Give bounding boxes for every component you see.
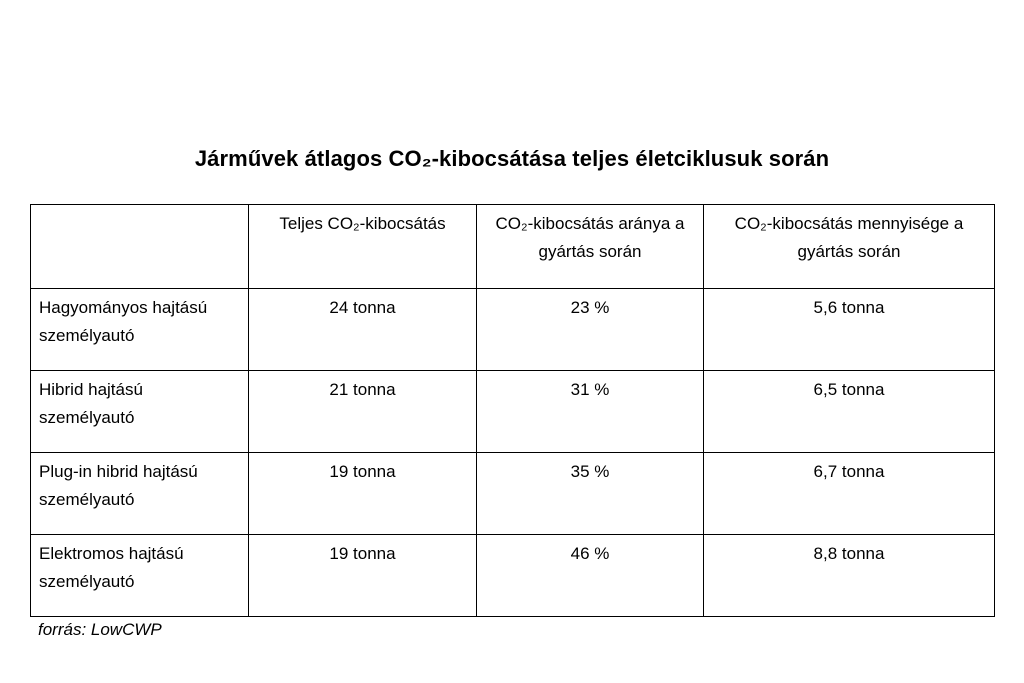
table-header-row — [31, 205, 995, 289]
header-cell-production-amount: CO₂-kibocsátás mennyisége a gyártás során — [704, 205, 995, 289]
header-cell-total-emission: Teljes CO₂-kibocsátás — [249, 205, 477, 289]
production-ratio-cell: 23 % — [477, 289, 704, 371]
production-amount-cell: 8,8 tonna — [704, 535, 995, 617]
total-emission-cell: 19 tonna — [249, 535, 477, 617]
header-cell-production-ratio: CO₂-kibocsátás aránya a gyártás során — [477, 205, 704, 289]
total-emission-cell: 24 tonna — [249, 289, 477, 371]
total-emission-cell: 19 tonna — [249, 453, 477, 535]
production-amount-cell: 6,5 tonna — [704, 371, 995, 453]
production-amount-cell: 5,6 tonna — [704, 289, 995, 371]
row-label: Hagyományos hajtású személyautó — [31, 289, 249, 371]
table-row — [31, 453, 995, 535]
row-label: Elektromos hajtású személyautó — [31, 535, 249, 617]
page-title: Járművek átlagos CO₂-kibocsátása teljes életciklusuk során — [194, 146, 830, 171]
row-label: Plug-in hibrid hajtású személyautó — [31, 453, 249, 535]
table-row — [31, 535, 995, 617]
table-row — [31, 289, 995, 371]
emissions-table — [30, 204, 995, 617]
production-ratio-cell: 46 % — [477, 535, 704, 617]
production-amount-cell: 6,7 tonna — [704, 453, 995, 535]
row-label: Hibrid hajtású személyautó — [31, 371, 249, 453]
table-row — [31, 371, 995, 453]
total-emission-cell: 21 tonna — [249, 371, 477, 453]
source-note: forrás: LowCWP — [38, 620, 162, 639]
header-cell-empty — [31, 205, 249, 289]
production-ratio-cell: 35 % — [477, 453, 704, 535]
production-ratio-cell: 31 % — [477, 371, 704, 453]
